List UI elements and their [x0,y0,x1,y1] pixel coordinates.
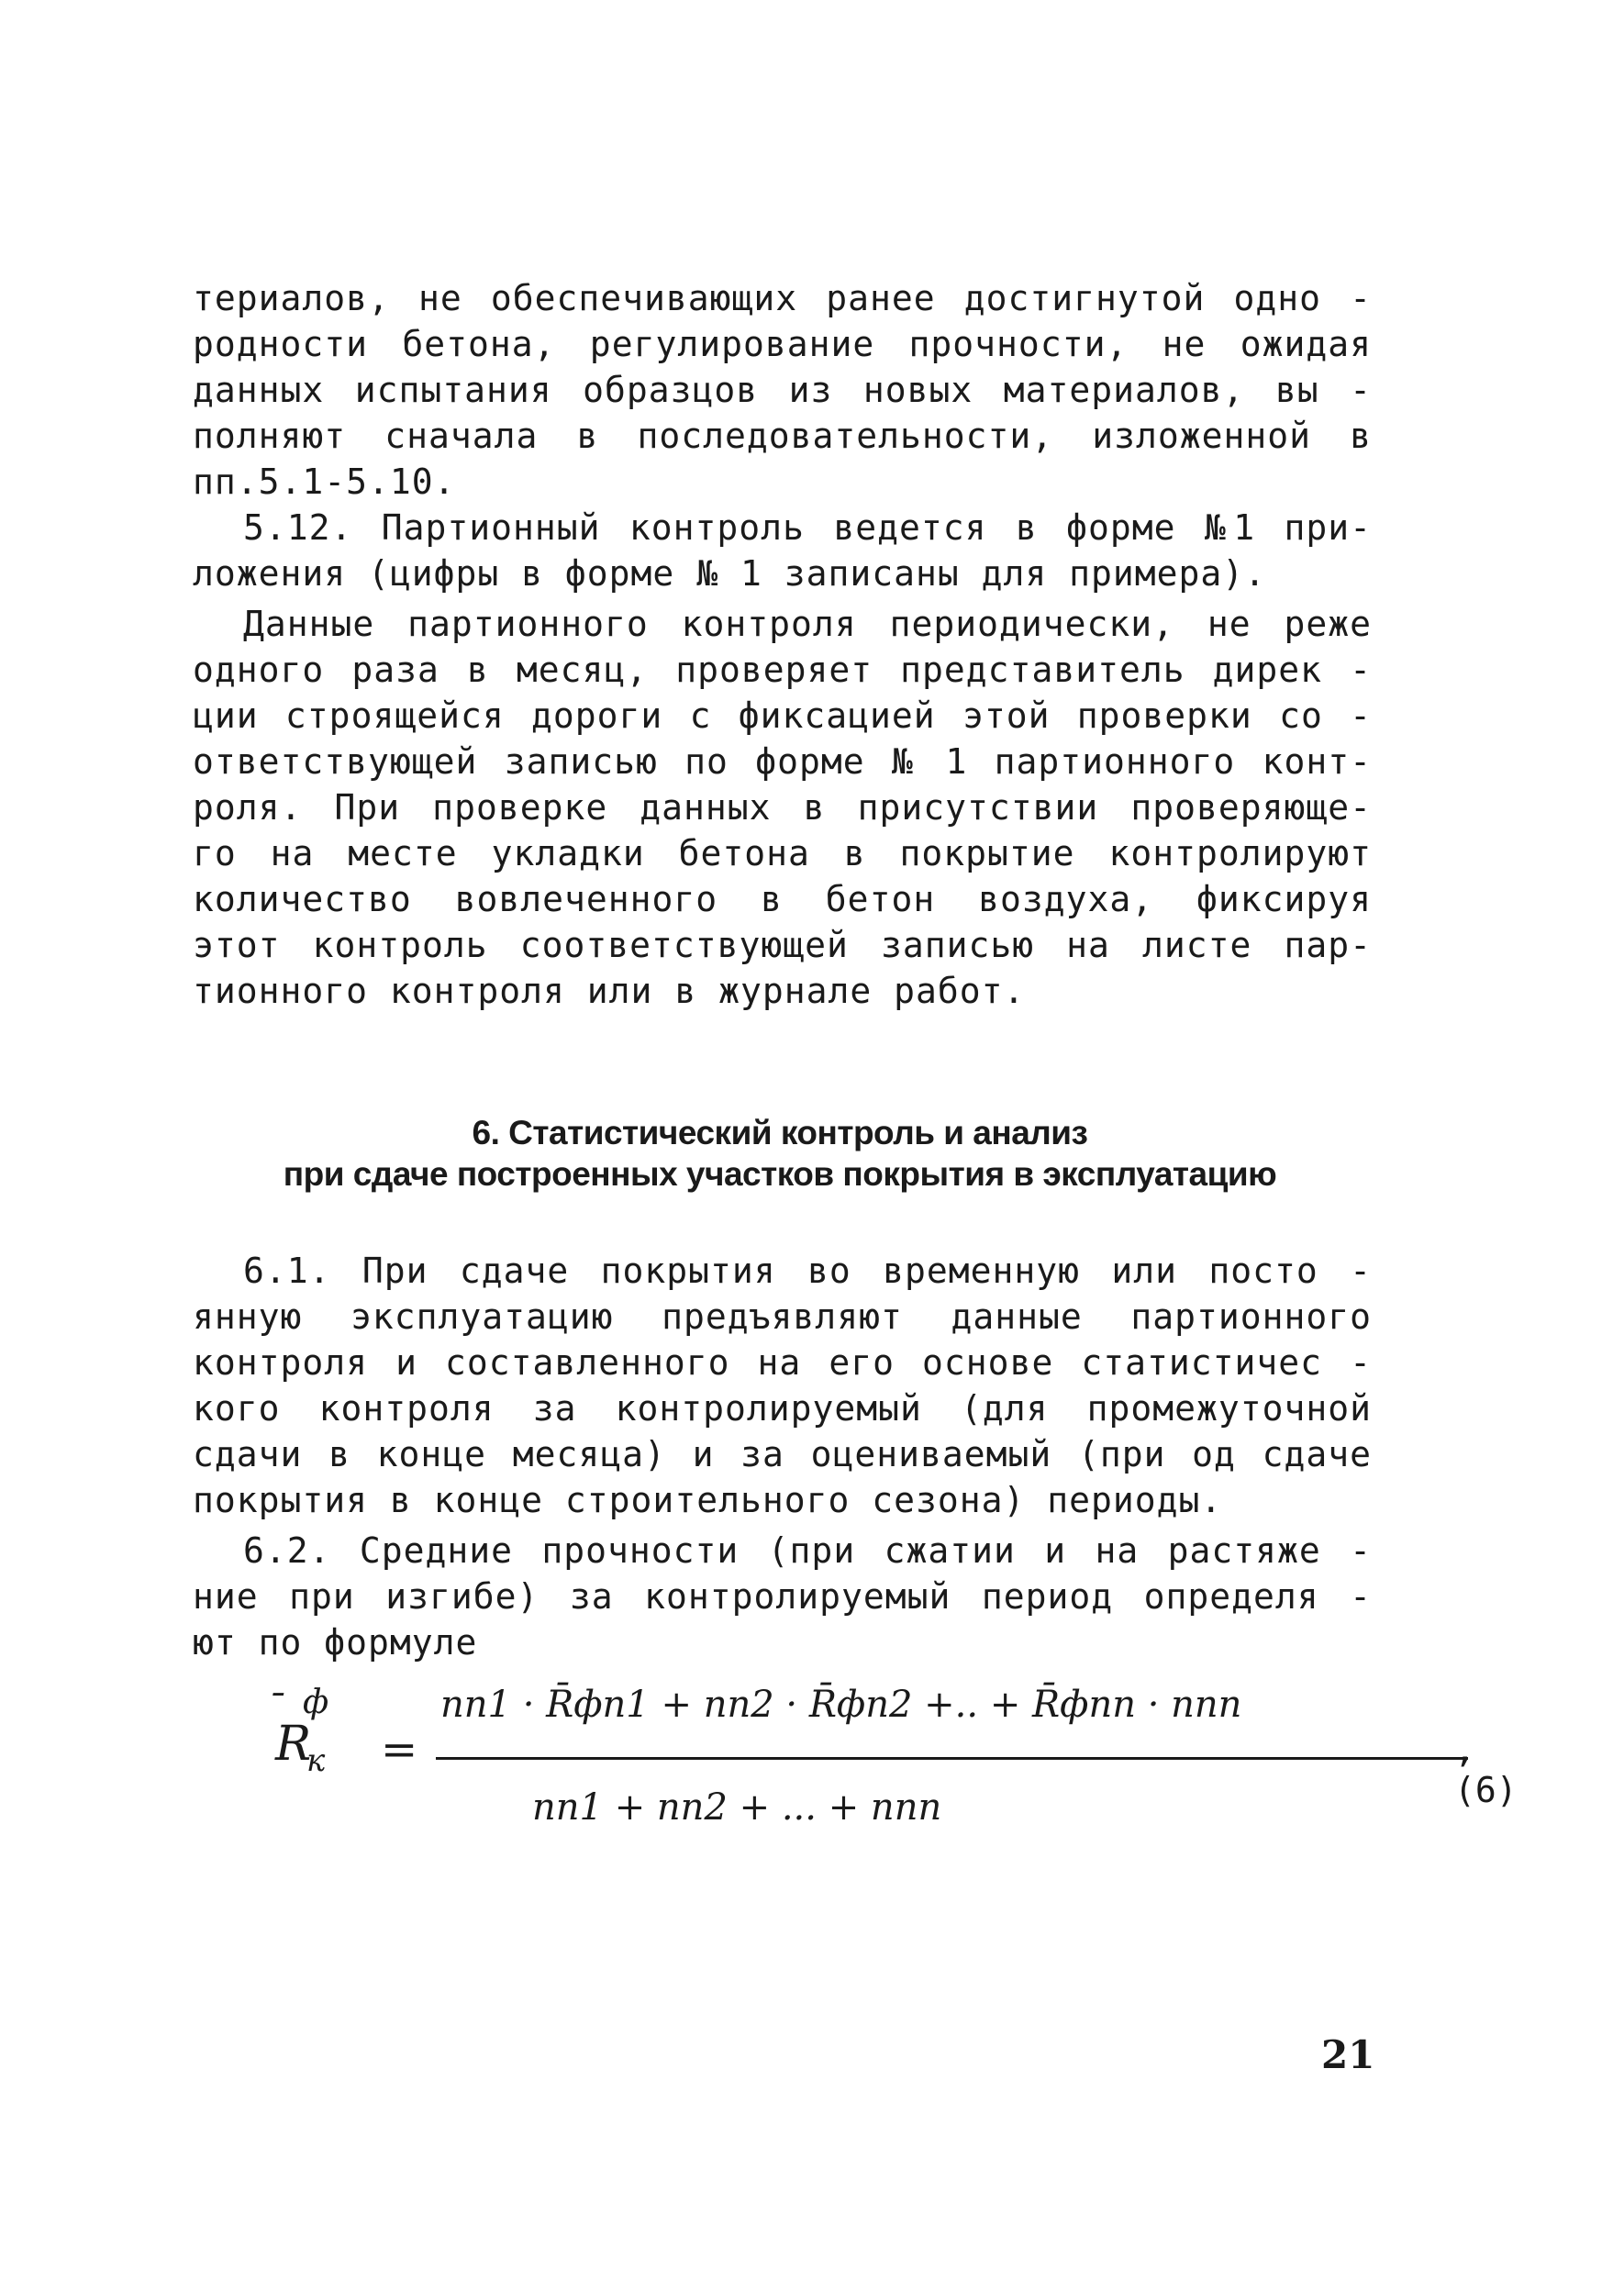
text-line: го на месте укладки бетона в покрытие контролируют [193,833,1372,873]
text-line: этот контроль соответствующей записью на листе пар- [193,925,1372,965]
formula-denominator: nп1 + nп2 + ... + nпп [532,1786,942,1829]
formula-lhs-subscript: к [306,1742,326,1779]
text-line: териалов, не обеспечивающих ранее достигнутой одно - [193,278,1372,318]
text-line: ют по формуле [193,1622,478,1663]
formula-lhs [266,1684,329,1779]
text-line: 6.1. При сдаче покрытия во временную или посто - [243,1251,1372,1291]
text-line: сдачи в конце месяца) и за оцениваемый (при од сдаче [193,1434,1372,1474]
formula-numerator: nп1 · R̄фп1 + nп2 · R̄фп2 +.. + R̄фпп · nпп [440,1684,1242,1726]
text-line: количество вовлеченного в бетон воздуха, фиксируя [193,879,1372,919]
text-line: 5.12. Партионный контроль ведется в форме №1 при- [243,507,1372,548]
text-line: покрытия в конце строительного сезона) периоды. [193,1480,1223,1520]
formula-fraction-bar [436,1757,1468,1760]
text-line: кого контроля за контролируемый (для промежуточной [193,1388,1372,1429]
formula-lhs-bar: ¯ [266,1687,284,1729]
text-line: полняют сначала в последовательности, изложенной в [193,416,1372,456]
text-line: данных испытания образцов из новых материалов, вы - [193,370,1372,410]
text-line: тионного контроля или в журнале работ. [193,971,1026,1011]
text-line: ответствующей записью по форме № 1 партионного конт- [193,741,1372,782]
text-line: одного раза в месяц, проверяет представитель дирек - [193,650,1372,690]
section-subtitle: при сдаче построенных участков покрытия в эксплуатацию [283,1155,1277,1193]
page-number: 21 [1321,2032,1375,2077]
text-line: роля. При проверке данных в присутствии проверяюще- [193,787,1372,828]
text-line: ние при изгибе) за контролируемый период определя - [193,1576,1372,1617]
formula-lhs-symbol: R [275,1717,312,1772]
formula-6 [248,1684,1518,1840]
text-line: родности бетона, регулирование прочности, не ожидая [193,324,1372,364]
text-line: ции строящейся дороги с фиксацией этой проверки со - [193,695,1372,736]
text-line: янную эксплуатацию предъявляют данные партионного [193,1296,1372,1337]
formula-lhs-superscript: ф [303,1684,329,1721]
text-line: ложения (цифры в форме № 1 записаны для примера). [193,553,1267,594]
formula-equals: = [381,1724,418,1775]
text-line: 6.2. Средние прочности (при сжатии и на растяже - [243,1530,1372,1571]
equation-number: ,(6) [1454,1729,1518,1810]
section-title: 6. Статистический контроль и анализ [472,1114,1088,1151]
text-line: пп.5.1-5.10. [193,462,456,502]
text-line: контроля и составленного на его основе статистичес - [193,1342,1372,1383]
text-line: Данные партионного контроля периодически, не реже [243,604,1372,644]
